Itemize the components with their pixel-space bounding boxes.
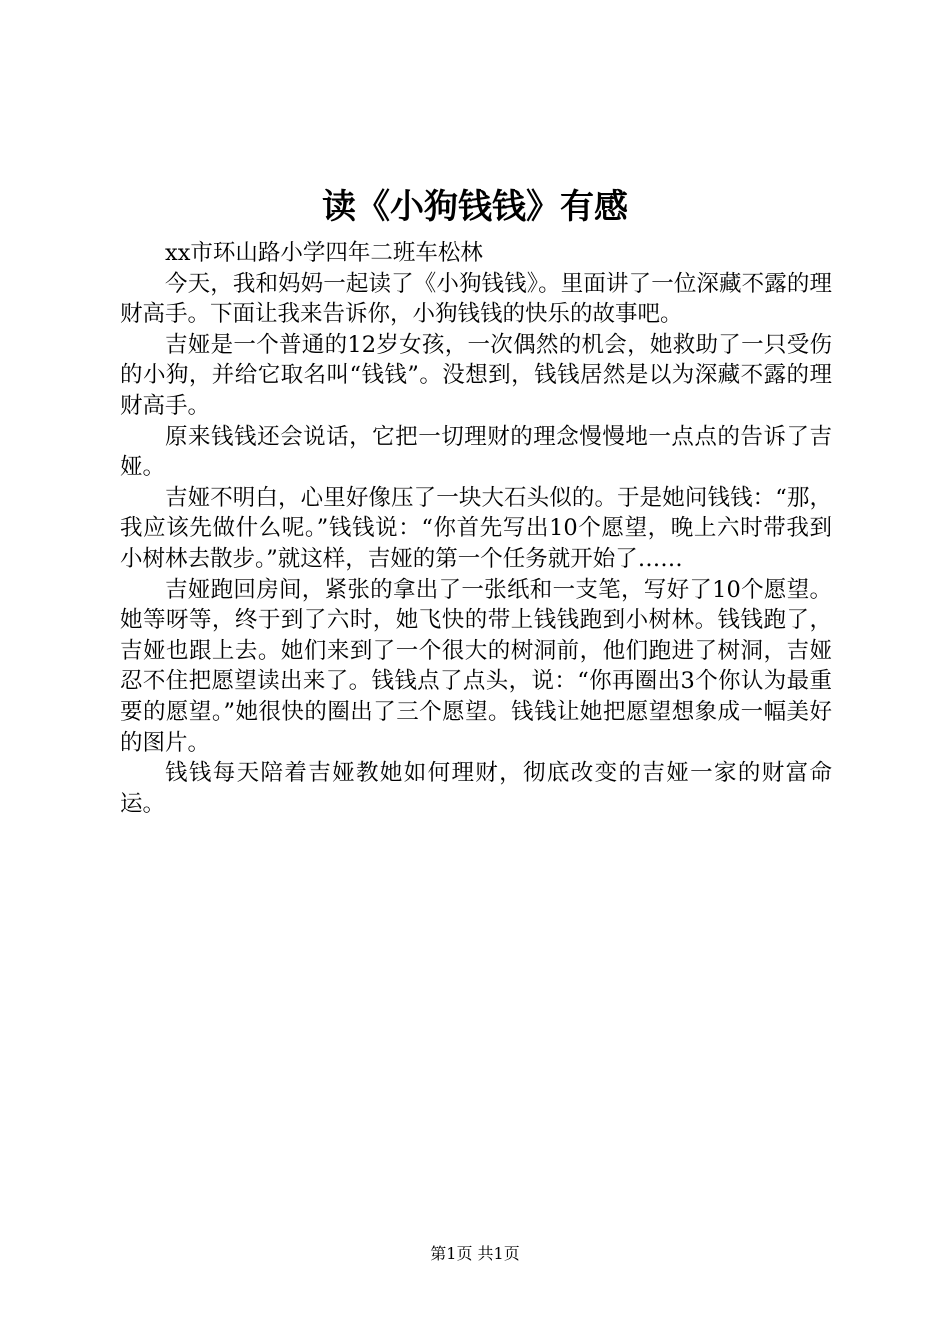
paragraph: 吉娅是一个普通的12岁女孩，一次偶然的机会，她救助了一只受伤的小狗，并给它取名叫“钱钱”。没想到，钱钱居然是以为深藏不露的理财高手。 [120, 331, 832, 419]
author-line: xx市环山路小学四年二班车松林 [165, 240, 483, 266]
paragraph: 原来钱钱还会说话，它把一切理财的理念慢慢地一点点的告诉了吉娅。 [120, 423, 832, 481]
paragraph: 钱钱每天陪着吉娅教她如何理财，彻底改变的吉娅一家的财富命运。 [120, 760, 832, 817]
paragraph: 吉娅不明白，心里好像压了一块大石头似的。于是她问钱钱：“那，我应该先做什么呢。”钱钱说：“你首先写出10个愿望，晚上六时带我到小树林去散步。”就这样，吉娅的第一个任务就开始了…… [120, 484, 832, 572]
document-body [120, 238, 832, 819]
paragraph: 今天，我和妈妈一起读了《小狗钱钱》。里面讲了一位深藏不露的理财高手。下面让我来告诉你，小狗钱钱的快乐的故事吧。 [120, 270, 832, 328]
document-title: 读《小狗钱钱》有感 [322, 187, 628, 227]
paragraph: 吉娅跑回房间，紧张的拿出了一张纸和一支笔，写好了10个愿望。她等呀等，终于到了六时，她飞快的带上钱钱跑到小树林。钱钱跑了，吉娅也跟上去。她们来到了一个很大的树洞前，他们跑进了树洞，吉娅忍不住把愿望读出来了。钱钱点了点头，说：“你再圈出3个你认为最重要的愿望。”她很快的圈出了三个愿望。钱钱让她把愿望想象成一幅美好的图片。 [120, 576, 832, 756]
page-footer: 第1页 共1页 [430, 1244, 520, 1263]
